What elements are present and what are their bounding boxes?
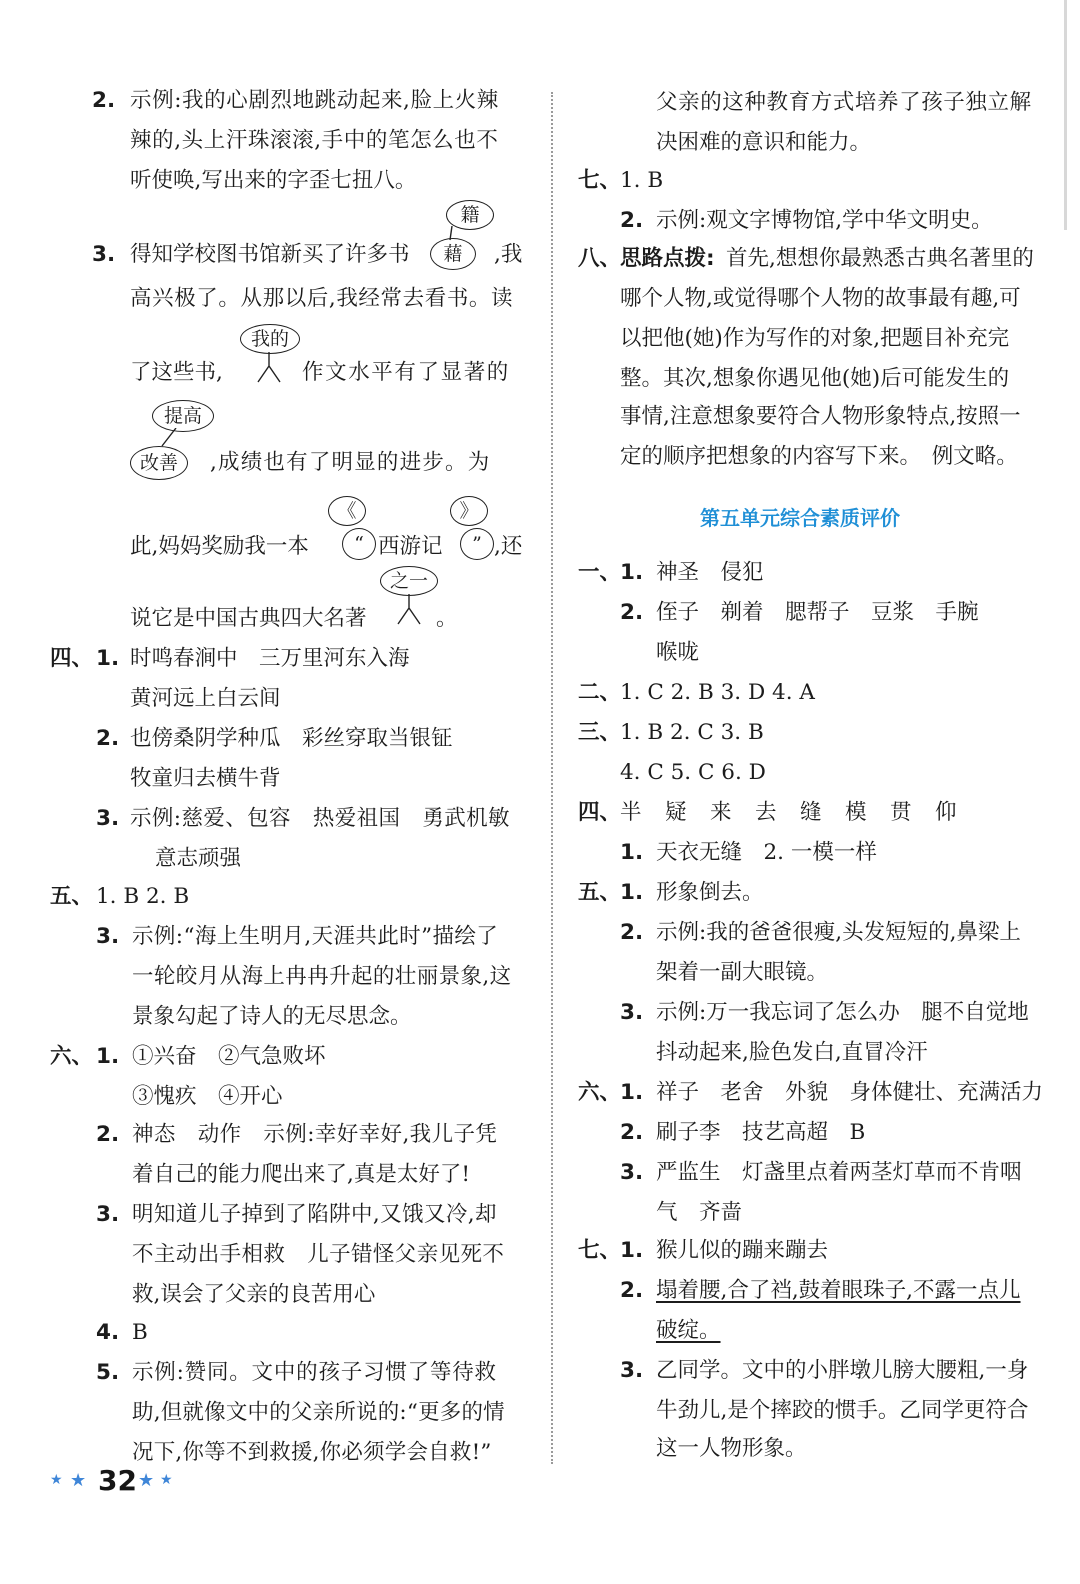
answer-line: 作文水平有了显著的 xyxy=(302,360,510,385)
answer-line: 意志顽强 xyxy=(155,846,242,871)
item-number: 2. xyxy=(620,208,644,233)
page-number: 32 xyxy=(98,1464,137,1497)
item-number: 1. xyxy=(620,1238,644,1263)
section-number: 七、 xyxy=(578,1238,622,1263)
correction-insert: 之一 xyxy=(380,566,438,596)
column-divider xyxy=(551,92,553,1464)
item-number: 2. xyxy=(96,1122,120,1147)
answer-line: 乙同学。文中的小胖墩儿膀大腰粗,一身 xyxy=(656,1358,1029,1383)
insert-caret xyxy=(392,594,426,626)
answer-line: 侄子 剃着 腮帮子 豆浆 手腕 xyxy=(656,600,979,625)
correction-circled-word: “ xyxy=(342,528,376,560)
answer-line: 定的顺序把想象的内容写下来。 例文略。 xyxy=(620,444,1018,469)
answer-line: 这一人物形象。 xyxy=(656,1436,807,1461)
answer-line: 示例:赞同。文中的孩子习惯了等待救 xyxy=(132,1360,497,1385)
section-number: 六、 xyxy=(578,1080,622,1105)
answer-line: 整。其次,想象你遇见他(她)后可能发生的 xyxy=(620,366,1010,391)
item-number: 3. xyxy=(96,924,120,949)
answer-line: 4. C 5. C 6. D xyxy=(620,760,766,785)
answer-line: 气 齐啬 xyxy=(656,1200,743,1225)
answer-line: 半 疑 来 去 缝 模 贯 仰 xyxy=(620,800,958,825)
answer-line: 1. C 2. B 3. D 4. A xyxy=(620,680,815,705)
correction-circled-word: 改善 xyxy=(130,446,188,480)
item-number: 1. xyxy=(620,1080,644,1105)
item-number: 2. xyxy=(620,1278,644,1303)
answer-line: 高兴极了。从那以后,我经常去看书。读 xyxy=(130,286,514,311)
item-number: 3. xyxy=(96,1202,120,1227)
answer-line: 决困难的意识和能力。 xyxy=(656,130,872,155)
answer-line: 神圣 侵犯 xyxy=(656,560,764,585)
answer-line: 助,但就像文中的父亲所说的:“更多的情 xyxy=(132,1400,505,1425)
answer-line: 抖动起来,脸色发白,直冒冷汗 xyxy=(656,1040,928,1065)
answer-line: ①兴奋 ②气急败坏 xyxy=(132,1044,326,1069)
item-number: 3. xyxy=(96,806,120,831)
correction-insert: 》 xyxy=(450,496,488,526)
answer-line: 了这些书, xyxy=(130,360,223,385)
answer-line: 示例:“海上生明月,天涯共此时”描绘了 xyxy=(132,924,499,949)
answer-line: 说它是中国古典四大名著 xyxy=(130,606,367,631)
section-number: 三、 xyxy=(578,720,622,745)
item-number: 3. xyxy=(620,1000,644,1025)
section-number: 六、 xyxy=(50,1044,94,1069)
correction-insert: 《 xyxy=(328,496,366,526)
section-number: 一、 xyxy=(578,560,622,585)
section-number: 二、 xyxy=(578,680,622,705)
star-icon: ★ xyxy=(138,1470,155,1491)
item-number: 1. xyxy=(620,840,644,865)
answer-line: ,我 xyxy=(494,242,523,267)
correction-connector xyxy=(430,226,480,242)
section-number: 四、 xyxy=(578,800,622,825)
item-number: 1. xyxy=(96,1044,120,1069)
section-number: 七、 xyxy=(578,168,622,193)
answer-line: 架着一副大眼镜。 xyxy=(656,960,829,985)
section-number: 四、 xyxy=(50,646,94,671)
answer-line: 首先,想想你最熟悉古典名著里的 xyxy=(726,246,1034,271)
item-number: 5. xyxy=(96,1360,120,1385)
answer-line: 黄河远上白云间 xyxy=(130,686,281,711)
answer-line: 辣的,头上汗珠滚滚,手中的笔怎么也不 xyxy=(130,128,499,153)
item-number: 4. xyxy=(96,1320,120,1345)
correction-circled-word: 藉 xyxy=(430,238,476,270)
answer-line: 示例:慈爱、包容 热爱祖国 勇武机敏 xyxy=(130,806,510,831)
answer-line: 喉咙 xyxy=(656,640,700,665)
answer-line: 听使唤,写出来的字歪七扭八。 xyxy=(130,168,417,193)
answer-line: 。 xyxy=(436,606,458,631)
item-number: 1. xyxy=(620,880,644,905)
answer-line: 况下,你等不到救援,你必须学会自救!” xyxy=(132,1440,492,1465)
answer-line: 严监生 灯盏里点着两茎灯草而不肯咽 xyxy=(656,1160,1022,1185)
answer-line: 此,妈妈奖励我一本 xyxy=(130,534,309,559)
underlined-answer-line: 塌着腰,合了裆,鼓着眼珠子,不露一点儿 xyxy=(656,1278,1021,1303)
section-number: 五、 xyxy=(50,884,94,909)
answer-line: 也傍桑阴学种瓜 彩丝穿取当银钲 xyxy=(130,726,453,751)
item-number: 2. xyxy=(96,726,120,751)
answer-line: ,成绩也有了明显的进步。为 xyxy=(210,450,491,475)
answer-line: 哪个人物,或觉得哪个人物的故事最有趣,可 xyxy=(620,286,1021,311)
item-number: 2. xyxy=(620,920,644,945)
item-number: 1. xyxy=(620,560,644,585)
answer-line: 救,误会了父亲的良苦用心 xyxy=(132,1282,376,1307)
answer-line: 神态 动作 示例:幸好幸好,我儿子凭 xyxy=(132,1122,498,1147)
answer-line: 着自己的能力爬出来了,真是太好了! xyxy=(132,1162,470,1187)
answer-line: 牧童归去横牛背 xyxy=(130,766,281,791)
answer-line: 父亲的这种教育方式培养了孩子独立解 xyxy=(656,90,1032,115)
page-edge-line xyxy=(1064,0,1067,230)
unit-heading: 第五单元综合素质评价 xyxy=(700,506,900,530)
answer-line: 1. B xyxy=(620,168,664,193)
correction-insert: 提高 xyxy=(152,400,214,432)
section-number: 八、 xyxy=(578,246,622,271)
answer-line: 以把他(她)作为写作的对象,把题目补充完 xyxy=(620,326,1010,351)
answer-line: 景象勾起了诗人的无尽思念。 xyxy=(132,1004,412,1029)
answer-line: 明知道儿子掉到了陷阱中,又饿又冷,却 xyxy=(132,1202,497,1227)
section-number: 五、 xyxy=(578,880,622,905)
answer-line: 时鸣春涧中 三万里河东入海 xyxy=(130,646,410,671)
answer-line: 示例:我的爸爸很瘦,头发短短的,鼻梁上 xyxy=(656,920,1021,945)
correction-insert: 我的 xyxy=(240,324,300,354)
correction-circled-word: ” xyxy=(460,528,494,560)
answer-line: 示例:观文字博物馆,学中华文明史。 xyxy=(656,208,993,233)
answer-line: ,还 xyxy=(494,534,523,559)
star-icon: ★ xyxy=(50,1472,63,1488)
answer-line: 1. B 2. B xyxy=(96,884,190,909)
item-number: 2. xyxy=(92,88,116,113)
answer-line: 刷子李 技艺高超 B xyxy=(656,1120,866,1145)
insert-caret xyxy=(252,352,286,384)
correction-connector xyxy=(150,428,190,448)
answer-line: 祥子 老舍 外貌 身体健壮、充满活力 xyxy=(656,1080,1044,1105)
answer-line: ③愧疚 ④开心 xyxy=(132,1084,283,1109)
answer-line: 天衣无缝 2. 一模一样 xyxy=(656,840,877,865)
item-number: 2. xyxy=(620,600,644,625)
item-number: 3. xyxy=(620,1358,644,1383)
answer-line: 示例:万一我忘词了怎么办 腿不自觉地 xyxy=(656,1000,1029,1025)
item-number: 3. xyxy=(92,242,116,267)
correction-insert: 籍 xyxy=(446,200,494,230)
answer-line: 形象倒去。 xyxy=(656,880,764,905)
book-title: 西游记 xyxy=(378,534,443,559)
item-number: 1. xyxy=(96,646,120,671)
answer-line: 1. B 2. C 3. B xyxy=(620,720,764,745)
answer-line: B xyxy=(132,1320,148,1345)
item-number: 3. xyxy=(620,1160,644,1185)
answer-line: 猴儿似的蹦来蹦去 xyxy=(656,1238,829,1263)
hint-label: 思路点拨: xyxy=(620,246,715,271)
answer-line: 一轮皎月从海上冉冉升起的壮丽景象,这 xyxy=(132,964,512,989)
star-icon: ★ xyxy=(160,1472,173,1488)
underlined-answer-line: 破绽。 xyxy=(656,1318,721,1343)
answer-line: 示例:我的心剧烈地跳动起来,脸上火辣 xyxy=(130,88,499,113)
answer-line: 不主动出手相救 儿子错怪父亲见死不 xyxy=(132,1242,505,1267)
item-number: 2. xyxy=(620,1120,644,1145)
star-icon: ★ xyxy=(70,1470,87,1491)
answer-line: 牛劲儿,是个摔跤的惯手。乙同学更符合 xyxy=(656,1398,1029,1423)
answer-line: 得知学校图书馆新买了许多书 xyxy=(130,242,410,267)
answer-line: 事情,注意想象要符合人物形象特点,按照一 xyxy=(620,404,1021,429)
